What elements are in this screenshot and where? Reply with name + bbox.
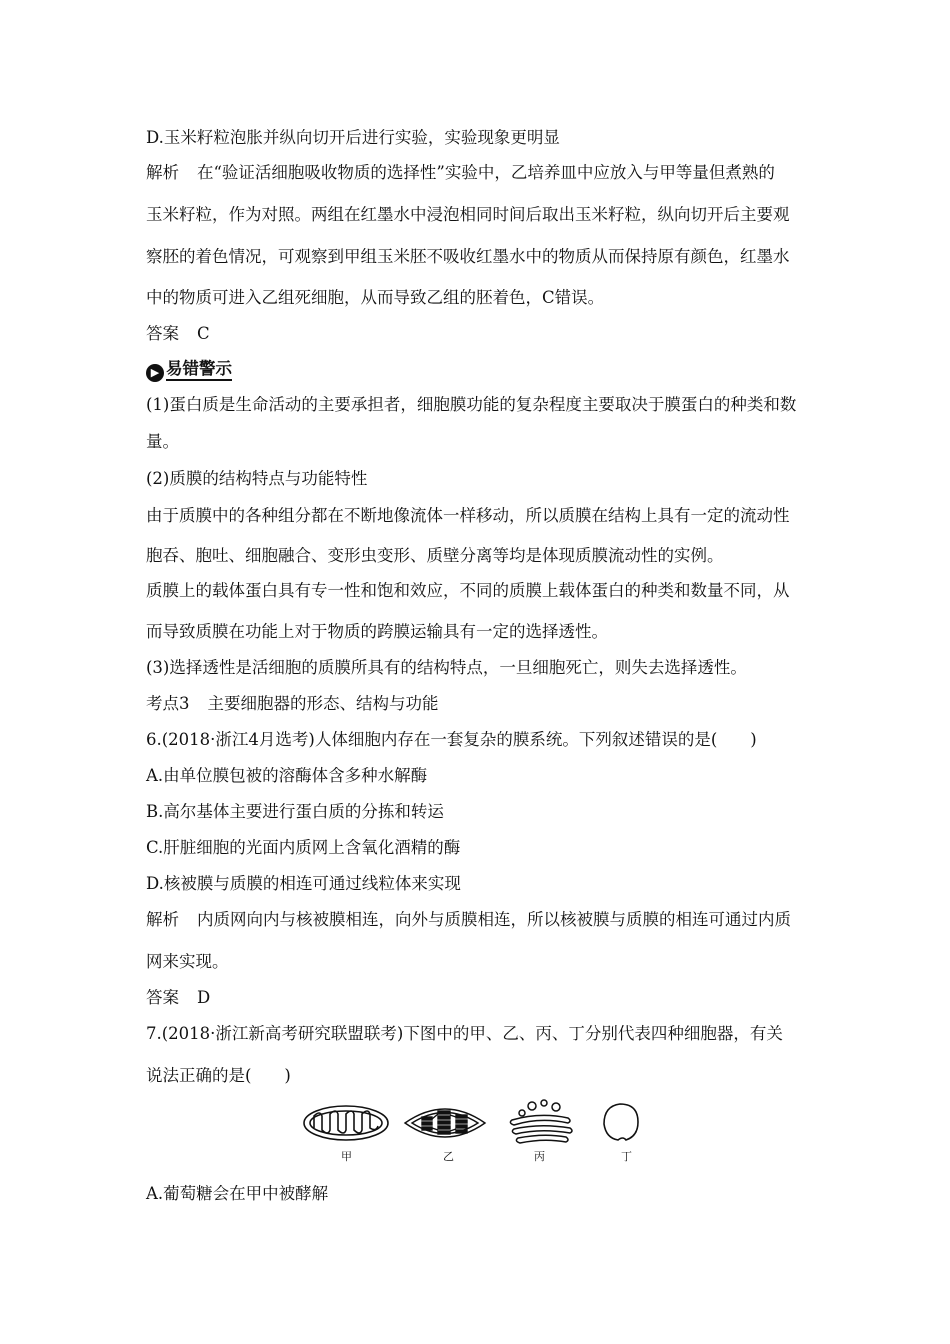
knowledge-point-heading [146,694,439,714]
analysis-label: 解析 [146,910,179,929]
warning-heading [146,359,232,382]
warning-point-3: (3)选择透性是活细胞的质膜所具有的结构特点，一旦细胞死亡，则失去选择透性。 [146,658,747,677]
answer-label: 答案 [146,988,179,1007]
warning-title: 易错警示 [166,359,232,381]
analysis-line-1 [146,163,775,183]
analysis-line-3: 察胚的着色情况，可观察到甲组玉米胚不吸收红墨水中的物质从而保持原有颜色，红墨水 [146,247,790,266]
analysis-line-2: 玉米籽粒，作为对照。两组在红墨水中浸泡相同时间后取出玉米籽粒，纵向切开后主要观 [146,205,790,224]
mitochondrion-drawing [304,1106,388,1140]
warning-line-6: 而导致质膜在功能上对于物质的跨膜运输具有一定的选择透性。 [146,622,608,641]
option-d-line: D.玉米籽粒泡胀并纵向切开后进行实验，实验现象更明显 [146,128,560,147]
answer-line-1 [146,324,210,344]
warning-point-2: (2)质膜的结构特点与功能特性 [146,469,368,488]
question-6-analysis [146,910,791,930]
question-6-option-c: C.肝脏细胞的光面内质网上含氧化酒精的酶 [146,838,461,857]
golgi-drawing [510,1100,572,1143]
chloroplast-drawing [405,1109,485,1137]
question-6-option-d: D.核被膜与质膜的相连可通过线粒体来实现 [146,874,461,893]
answer-line-2 [146,988,210,1008]
question-6: 6.(2018·浙江4月选考)人体细胞内存在一套复杂的膜系统。下列叙述错误的是( ) [146,730,757,749]
analysis-text: 在“验证活细胞吸收物质的选择性”实验中，乙培养皿中应放入与甲等量但煮熟的 [197,163,775,182]
analysis-line-4: 中的物质可进入乙组死细胞，从而导致乙组的胚着色，C错误。 [146,288,605,307]
warning-line-3: 由于质膜中的各种组分都在不断地像流体一样移动，所以质膜在结构上具有一定的流动性 [146,506,790,525]
figure-label-jia: 甲 [341,1150,352,1163]
warning-point-1: (1)蛋白质是生命活动的主要承担者，细胞膜功能的复杂程度主要取决于膜蛋白的种类和数 [146,395,797,414]
warning-point-1-cont: 量。 [146,432,179,451]
figure-label-ding: 丁 [621,1150,632,1163]
figure-label-bing: 丙 [534,1150,545,1163]
analysis-text: 内质网向内与核被膜相连，向外与质膜相连，所以核被膜与质膜的相连可通过内质 [197,910,791,929]
answer-value: D [197,988,211,1007]
knowledge-point-text: 主要细胞器的形态、结构与功能 [207,694,439,713]
question-6-option-b: B.高尔基体主要进行蛋白质的分拣和转运 [146,802,444,821]
question-6-analysis-cont: 网来实现。 [146,952,229,971]
question-6-option-a: A.由单位膜包被的溶酶体含多种水解酶 [146,766,428,785]
question-7-cont: 说法正确的是( ) [146,1066,291,1085]
analysis-label: 解析 [146,163,179,182]
organelles-figure [300,1098,650,1148]
play-circle-icon: ▶ [146,364,164,382]
figure-label-yi: 乙 [443,1150,454,1163]
question-7-option-a: A.葡萄糖会在甲中被酵解 [146,1184,329,1203]
question-7: 7.(2018·浙江新高考研究联盟联考)下图中的甲、乙、丙、丁分别代表四种细胞器，有关 [146,1024,783,1043]
answer-label: 答案 [146,324,179,343]
knowledge-point-label: 考点3 [146,694,190,713]
warning-line-5: 质膜上的载体蛋白具有专一性和饱和效应，不同的质膜上载体蛋白的种类和数量不同，从 [146,581,790,600]
warning-line-4: 胞吞、胞吐、细胞融合、变形虫变形、质壁分离等均是体现质膜流动性的实例。 [146,546,724,565]
answer-value: C [197,324,210,343]
vesicle-drawing [604,1104,638,1140]
